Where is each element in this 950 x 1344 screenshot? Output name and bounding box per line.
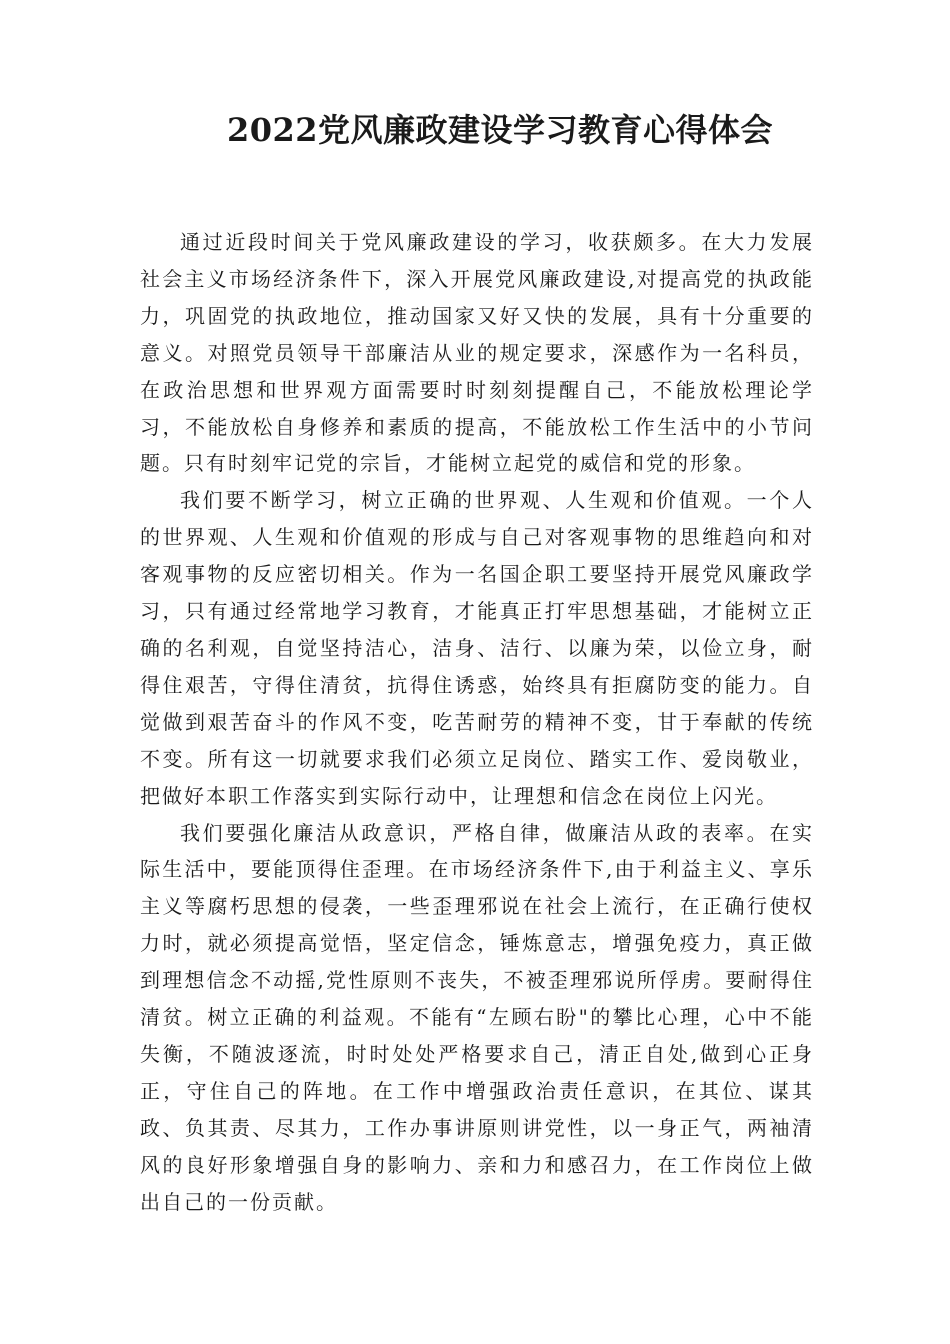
paragraph-2: 我们要不断学习，树立正确的世界观、人生观和价值观。一个人的世界观、人生观和价值观的形成与自己对客观事物的思维趋向和对客观事物的反应密切相关。作为一名国企职工要坚持开展党风廉政学习，只有通过经常地学习教育，才能真正打牢思想基础，才能树立正确的名利观，自觉坚持洁心，洁身、洁行、以廉为荣，以俭立身，耐得住艰苦，守得住清贫，抗得住诱惑，始终具有拒腐防变的能力。自觉做到艰苦奋斗的作风不变，吃苦耐劳的精神不变，甘于奉献的传统不变。所有这一切就要求我们必须立足岗位、踏实工作、爱岗敬业，把做好本职工作落实到实际行动中，让理想和信念在岗位上闪光。	[140, 488, 814, 808]
paragraph-3: 我们要强化廉洁从政意识，严格自律，做廉洁从政的表率。在实际生活中，要能顶得住歪理。在市场经济条件下,由于利益主义、享乐主义等腐朽思想的侵袭，一些歪理邪说在社会上流行，在正确行使权力时，就必须提高觉悟，坚定信念，锤炼意志，增强免疫力，真正做到理想信念不动摇,党性原则不丧失，不被歪理邪说所俘虏。要耐得住清贫。树立正确的利益观。不能有“左顾右盼"的攀比心理，心中不能失衡，不随波逐流，时时处处严格要求自己，清正自处,做到心正身正，守住自己的阵地。在工作中增强政治责任意识，在其位、谋其政、负其责、尽其力，工作办事讲原则讲党性，以一身正气，两袖清风的良好形象增强自身的影响力、亲和力和感召力，在工作岗位上做出自己的一份贡献。	[140, 820, 814, 1214]
document-title: 2022党风廉政建设学习教育心得体会	[226, 111, 774, 149]
paragraph-1: 通过近段时间关于党风廉政建设的学习，收获颇多。在大力发展社会主义市场经济条件下，深入开展党风廉政建设,对提高党的执政能力，巩固党的执政地位，推动国家又好又快的发展，具有十分重要的意义。对照党员领导干部廉洁从业的规定要求，深感作为一名科员，在政治思想和世界观方面需要时时刻刻提醒自己，不能放松理论学习，不能放松自身修养和素质的提高，不能放松工作生活中的小节问题。只有时刻牢记党的宗旨，才能树立起党的威信和党的形象。	[140, 230, 814, 476]
document-body	[140, 224, 814, 1220]
